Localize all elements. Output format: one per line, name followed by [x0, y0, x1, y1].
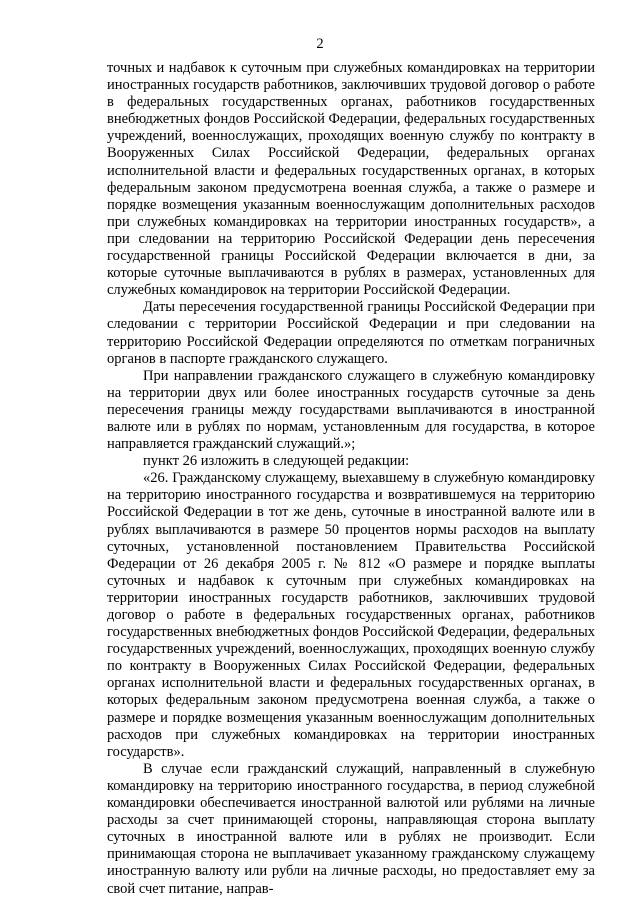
paragraph-multiple-states: При направлении гражданского служащего в служебную командировку на территории двух или более иностранных государств суточные за день пересечения границы между государствами выплачиваются в иностранной валюте или в рублях по нормам, установленным для государства, в которое направляется гражданский служащий.»; — [107, 367, 595, 453]
paragraph-border-crossing-dates: Даты пересечения государственной границы Российской Федерации при следовании с территории Российской Федерации и при следовании на территорию Российской Федерации определяются по отметкам пограничных органов в паспорте гражданского служащего. — [107, 299, 595, 367]
paragraph-amendment-intro: пункт 26 изложить в следующей редакции: — [143, 453, 410, 470]
page-number: 2 — [316, 36, 324, 52]
paragraph-host-party-provision: В случае если гражданский служащий, направленный в служебную командировку на территорию иностранного государства, в период служебной командировки обеспечивается иностранной валютой или рублями на личные расходы за счет принимающей стороны, направляющая сторона выплату суточных в иностранной валюте или в рублях не производит. Если принимающая сторона не выплачивает указанному гражданскому служащему иностранную валюту или рубли на личные расходы, но предоставляет ему за свой счет питание, направ- — [107, 760, 595, 897]
paragraph-continuation: точных и надбавок к суточным при служебных командировках на территории иностранных государств работников, заключивших трудовой договор о работе в федеральных государственных органах, работников государственных внебюджетных фондов Российской Федерации, федеральных государственных учреждений, военнослужащих, проходящих военную службу по контракту в Вооруженных Силах Российской Федерации, федеральных органах исполнительной власти и федеральных государственных органах, в которых федеральным законом предусмотрена военная служба, а также о размере и порядке возмещения указанным военнослужащим дополнительных расходов при служебных командировках на территории иностранных государств», а при следовании на территорию Российской Федерации день пересечения государственной границы Российской Федерации включается в дни, за которые суточные выплачиваются в рублях в размерах, установленных для служебных командировок на территории Российской Федерации. — [107, 60, 596, 299]
document-body — [107, 60, 595, 898]
paragraph-clause-26: «26. Гражданскому служащему, выехавшему в служебную командировку на территорию иностранного государства и возвратившемуся на территорию Российской Федерации в тот же день, суточные в иностранной валюте или в рублях выплачиваются в размере 50 процентов нормы расходов на выплату суточных, установленной постановлением Правительства Российской Федерации от 26 декабря 2005 г. № 812 «О размере и порядке выплаты суточных и надбавок к суточным при служебных командировках на территории иностранных государств работников, заключивших трудовой договор о работе в федеральных государственных органах, работников государственных внебюджетных фондов Российской Федерации, федеральных государственных учреждений, военнослужащих, проходящих военную службу по контракту в Вооруженных Силах Российской Федерации, федеральных органах исполнительной власти и федеральных государственных органах, в которых федеральным законом предусмотрена военная служба, а также о размере и порядке возмещения указанным военнослужащим дополнительных расходов при служебных командировках на территории иностранных государств». — [107, 470, 596, 760]
